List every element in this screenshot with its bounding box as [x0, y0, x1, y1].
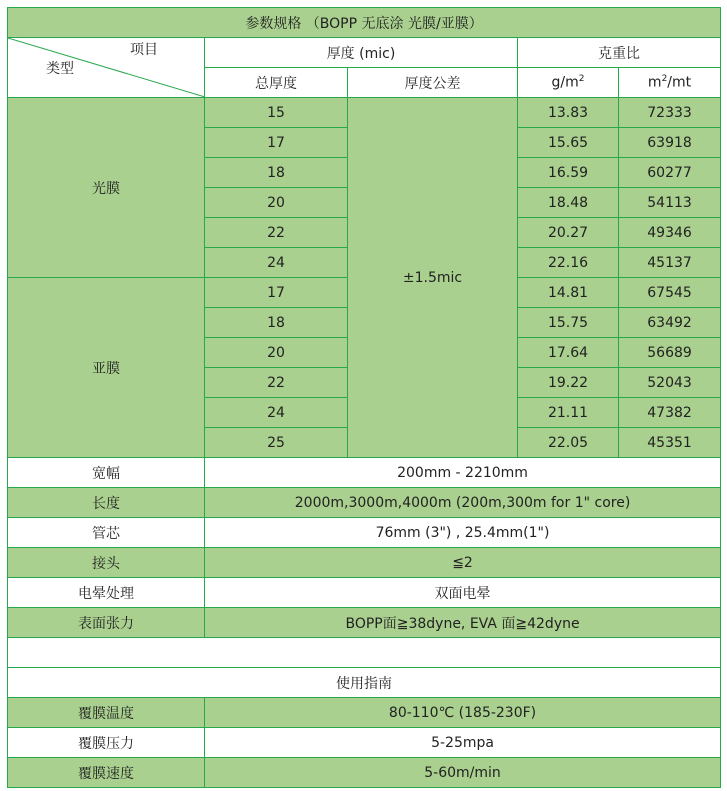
guide-value-speed: 5-60m/min	[205, 758, 721, 788]
table-cell: 22.05	[518, 428, 619, 458]
table-cell: 14.81	[518, 278, 619, 308]
guide-title: 使用指南	[8, 668, 721, 698]
spec-value-width: 200mm - 2210mm	[205, 458, 721, 488]
spec-value-core: 76mm (3") , 25.4mm(1")	[205, 518, 721, 548]
table-cell: 60277	[619, 158, 721, 188]
diagonal-line	[8, 38, 205, 97]
table-cell: 16.59	[518, 158, 619, 188]
spec-label-corona: 电晕处理	[8, 578, 205, 608]
table-cell: 63492	[619, 308, 721, 338]
table-cell: 49346	[619, 218, 721, 248]
table-cell: 22	[205, 368, 348, 398]
m2mt-unit-tail: /mt	[667, 74, 692, 91]
guide-label-pressure: 覆膜压力	[8, 728, 205, 758]
gsm-unit: g/m	[551, 74, 579, 91]
spec-value-splice: ≦2	[205, 548, 721, 578]
table-cell: 19.22	[518, 368, 619, 398]
spec-table	[7, 7, 721, 788]
table-cell: 15.65	[518, 128, 619, 158]
table-cell: 24	[205, 248, 348, 278]
spec-label-tension: 表面张力	[8, 608, 205, 638]
glossy-label: 光膜	[8, 98, 205, 278]
gsm-header	[518, 68, 619, 98]
spec-value-corona: 双面电晕	[205, 578, 721, 608]
table-cell: 15	[205, 98, 348, 128]
spec-label-length: 长度	[8, 488, 205, 518]
table-cell: 13.83	[518, 98, 619, 128]
matte-label: 亚膜	[8, 278, 205, 458]
table-cell: 22.16	[518, 248, 619, 278]
table-cell: 21.11	[518, 398, 619, 428]
table-cell: 20	[205, 338, 348, 368]
gsm-sup: 2	[578, 74, 585, 85]
m2mt-sup: 2	[661, 74, 668, 85]
guide-label-speed: 覆膜速度	[8, 758, 205, 788]
m2mt-unit: m	[647, 74, 662, 91]
guide-value-temperature: 80-110℃ (185-230F)	[205, 698, 721, 728]
corner-header	[8, 38, 205, 98]
spec-value-tension: BOPP面≧38dyne, EVA 面≧42dyne	[205, 608, 721, 638]
table-cell: 17.64	[518, 338, 619, 368]
table-cell: 72333	[619, 98, 721, 128]
table-cell: 17	[205, 128, 348, 158]
table-cell: 18	[205, 308, 348, 338]
table-cell: 20.27	[518, 218, 619, 248]
table-cell: 54113	[619, 188, 721, 218]
empty-spacer-row	[8, 638, 721, 668]
table-cell: 47382	[619, 398, 721, 428]
total-thickness-header: 总厚度	[205, 68, 348, 98]
table-cell: 17	[205, 278, 348, 308]
guide-label-temperature: 覆膜温度	[8, 698, 205, 728]
table-cell: 67545	[619, 278, 721, 308]
table-cell: 18	[205, 158, 348, 188]
table-cell: 63918	[619, 128, 721, 158]
table-cell: 24	[205, 398, 348, 428]
spec-label-width: 宽幅	[8, 458, 205, 488]
weight-header: 克重比	[518, 38, 721, 68]
spec-value-length: 2000m,3000m,4000m (200m,300m for 1" core)	[205, 488, 721, 518]
guide-value-pressure: 5-25mpa	[205, 728, 721, 758]
table-cell: 15.75	[518, 308, 619, 338]
tolerance-header: 厚度公差	[348, 68, 518, 98]
table-cell: 45351	[619, 428, 721, 458]
spec-label-core: 管芯	[8, 518, 205, 548]
table-cell: 18.48	[518, 188, 619, 218]
table-cell: 22	[205, 218, 348, 248]
tolerance-value: ±1.5mic	[348, 98, 518, 458]
spec-label-splice: 接头	[8, 548, 205, 578]
table-cell: 52043	[619, 368, 721, 398]
table-title: 参数规格 （BOPP 无底涂 光膜/亚膜）	[8, 8, 721, 38]
table-cell: 25	[205, 428, 348, 458]
thickness-header: 厚度 (mic)	[205, 38, 518, 68]
corner-type-label: 类型	[46, 61, 74, 77]
m2mt-header	[619, 68, 721, 98]
corner-item-label: 项目	[130, 42, 158, 58]
table-cell: 20	[205, 188, 348, 218]
table-cell: 45137	[619, 248, 721, 278]
table-cell: 56689	[619, 338, 721, 368]
